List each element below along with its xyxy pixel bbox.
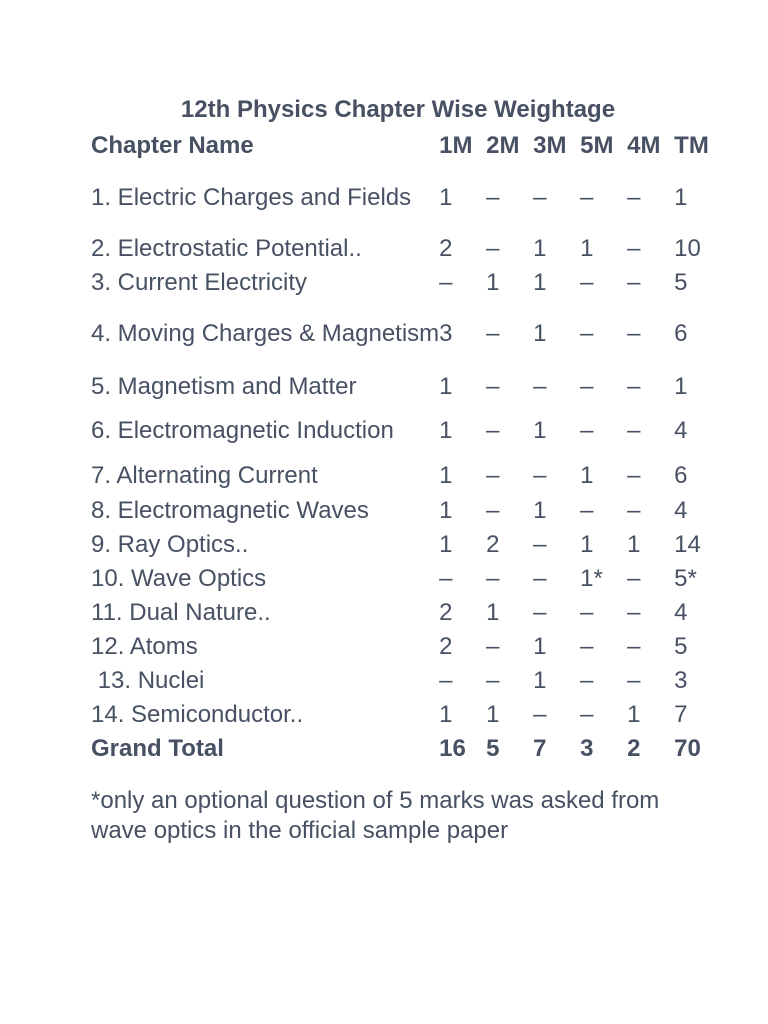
cell-1m: – <box>439 269 453 296</box>
cell-5m: – <box>580 417 594 444</box>
cell-2m: – <box>486 235 500 262</box>
table-row <box>91 232 724 266</box>
cell-tm: 4 <box>674 417 688 444</box>
cell-1m: 3 <box>439 320 453 347</box>
cell-3m: – <box>533 565 547 592</box>
cell-4m: – <box>627 565 641 592</box>
total-5m: 3 <box>580 735 594 762</box>
cell-3m: – <box>533 184 547 211</box>
cell-3m: 1 <box>533 497 547 524</box>
chapter-name: 10. Wave Optics <box>91 565 267 592</box>
chapter-name: 7. Alternating Current <box>91 461 318 489</box>
cell-1m: – <box>439 667 453 694</box>
header-4m: 4M <box>627 132 661 159</box>
header-5m: 5M <box>580 132 614 159</box>
cell-2m: – <box>486 667 500 694</box>
cell-4m: 1 <box>627 531 641 558</box>
cell-tm: 14 <box>674 531 701 558</box>
cell-2m: – <box>486 565 500 592</box>
table-row <box>91 630 724 664</box>
table-row <box>91 405 724 457</box>
cell-tm: 5* <box>674 565 697 592</box>
cell-4m: – <box>627 269 641 296</box>
table-row <box>91 266 724 300</box>
cell-2m: 1 <box>486 701 500 728</box>
cell-2m: – <box>486 372 500 400</box>
cell-4m: – <box>627 461 641 489</box>
cell-tm: 5 <box>674 633 688 660</box>
cell-4m: – <box>627 235 641 262</box>
cell-4m: – <box>627 497 641 524</box>
cell-2m: – <box>486 633 500 660</box>
cell-1m: 2 <box>439 599 453 626</box>
cell-5m: – <box>580 184 594 211</box>
table-row <box>91 596 724 630</box>
cell-1m: 1 <box>439 461 453 489</box>
cell-5m: – <box>580 372 594 400</box>
cell-tm: 1 <box>674 372 688 400</box>
total-3m: 7 <box>533 735 547 762</box>
cell-5m: – <box>580 269 594 296</box>
cell-5m: 1 <box>580 461 594 489</box>
cell-4m: – <box>627 184 641 211</box>
header-chapter-name: Chapter Name <box>91 132 254 159</box>
chapter-name: 14. Semiconductor.. <box>91 701 304 728</box>
cell-4m: – <box>627 417 641 444</box>
table-row <box>91 562 724 596</box>
total-tm: 70 <box>674 735 701 762</box>
cell-5m: 1* <box>580 565 603 592</box>
cell-3m: – <box>533 531 547 558</box>
cell-3m: – <box>533 599 547 626</box>
cell-2m: 1 <box>486 269 500 296</box>
cell-5m: – <box>580 599 594 626</box>
cell-3m: – <box>533 372 547 400</box>
table-row <box>91 698 724 732</box>
cell-2m: – <box>486 320 500 347</box>
cell-4m: – <box>627 372 641 400</box>
cell-4m: – <box>627 633 641 660</box>
cell-tm: 4 <box>674 599 688 626</box>
chapter-name: 5. Magnetism and Matter <box>91 372 357 400</box>
cell-3m: 1 <box>533 235 547 262</box>
document-title: 12th Physics Chapter Wise Weightage <box>180 96 616 123</box>
cell-tm: 1 <box>674 184 688 211</box>
cell-1m: 1 <box>439 184 453 211</box>
cell-4m: – <box>627 320 641 347</box>
chapter-name: 8. Electromagnetic Waves <box>91 497 369 524</box>
chapter-name: 6. Electromagnetic Induction <box>91 417 394 444</box>
total-2m: 5 <box>486 735 500 762</box>
cell-tm: 6 <box>674 461 688 489</box>
cell-1m: – <box>439 565 453 592</box>
cell-3m: – <box>533 701 547 728</box>
cell-5m: – <box>580 320 594 347</box>
cell-2m: – <box>486 461 500 489</box>
cell-1m: 1 <box>439 372 453 400</box>
cell-4m: – <box>627 599 641 626</box>
chapter-name: 12. Atoms <box>91 633 198 660</box>
table-row <box>91 164 724 232</box>
grand-total-row <box>91 732 724 766</box>
cell-1m: 1 <box>439 701 453 728</box>
chapter-name: 9. Ray Optics.. <box>91 531 249 558</box>
cell-tm: 4 <box>674 497 688 524</box>
chapter-name: 13. Nuclei <box>91 667 205 694</box>
cell-1m: 1 <box>439 497 453 524</box>
cell-1m: 1 <box>439 417 453 444</box>
header-1m: 1M <box>439 132 473 159</box>
table-header-row <box>91 128 724 164</box>
cell-tm: 5 <box>674 269 688 296</box>
table-row <box>91 528 724 562</box>
chapter-name: 1. Electric Charges and Fields <box>91 184 412 211</box>
cell-2m: – <box>486 184 500 211</box>
total-4m: 2 <box>627 735 641 762</box>
cell-5m: – <box>580 633 594 660</box>
cell-tm: 7 <box>674 701 688 728</box>
cell-1m: 2 <box>439 235 453 262</box>
cell-2m: 2 <box>486 531 500 558</box>
cell-3m: 1 <box>533 667 547 694</box>
cell-5m: 1 <box>580 531 594 558</box>
cell-3m: 1 <box>533 417 547 444</box>
cell-5m: – <box>580 667 594 694</box>
header-2m: 2M <box>486 132 520 159</box>
chapter-name: 11. Dual Nature.. <box>91 599 271 626</box>
cell-1m: 2 <box>439 633 453 660</box>
cell-4m: – <box>627 667 641 694</box>
cell-3m: 1 <box>533 269 547 296</box>
cell-3m: 1 <box>533 633 547 660</box>
cell-tm: 3 <box>674 667 688 694</box>
header-3m: 3M <box>533 132 567 159</box>
cell-2m: – <box>486 417 500 444</box>
total-1m: 16 <box>439 735 466 762</box>
chapter-name: 2. Electrostatic Potential.. <box>91 235 362 262</box>
table-row <box>91 457 724 494</box>
cell-2m: 1 <box>486 599 500 626</box>
cell-3m: 1 <box>533 320 547 347</box>
cell-1m: 1 <box>439 531 453 558</box>
chapter-name: 3. Current Electricity <box>91 269 308 296</box>
cell-tm: 10 <box>674 235 701 262</box>
table-row <box>91 664 724 698</box>
cell-5m: – <box>580 497 594 524</box>
cell-tm: 6 <box>674 320 688 347</box>
cell-4m: 1 <box>627 701 641 728</box>
cell-5m: – <box>580 701 594 728</box>
table-row <box>91 368 724 405</box>
table-row <box>91 300 724 368</box>
header-tm: TM <box>674 132 709 159</box>
weightage-table <box>91 128 724 766</box>
table-row <box>91 494 724 528</box>
cell-3m: – <box>533 461 547 489</box>
chapter-name: 4. Moving Charges & Magnetism <box>91 320 440 347</box>
cell-2m: – <box>486 497 500 524</box>
grand-total-label: Grand Total <box>91 735 224 762</box>
footnote: *only an optional question of 5 marks was asked from wave optics in the official sample paper <box>91 787 660 844</box>
cell-5m: 1 <box>580 235 594 262</box>
